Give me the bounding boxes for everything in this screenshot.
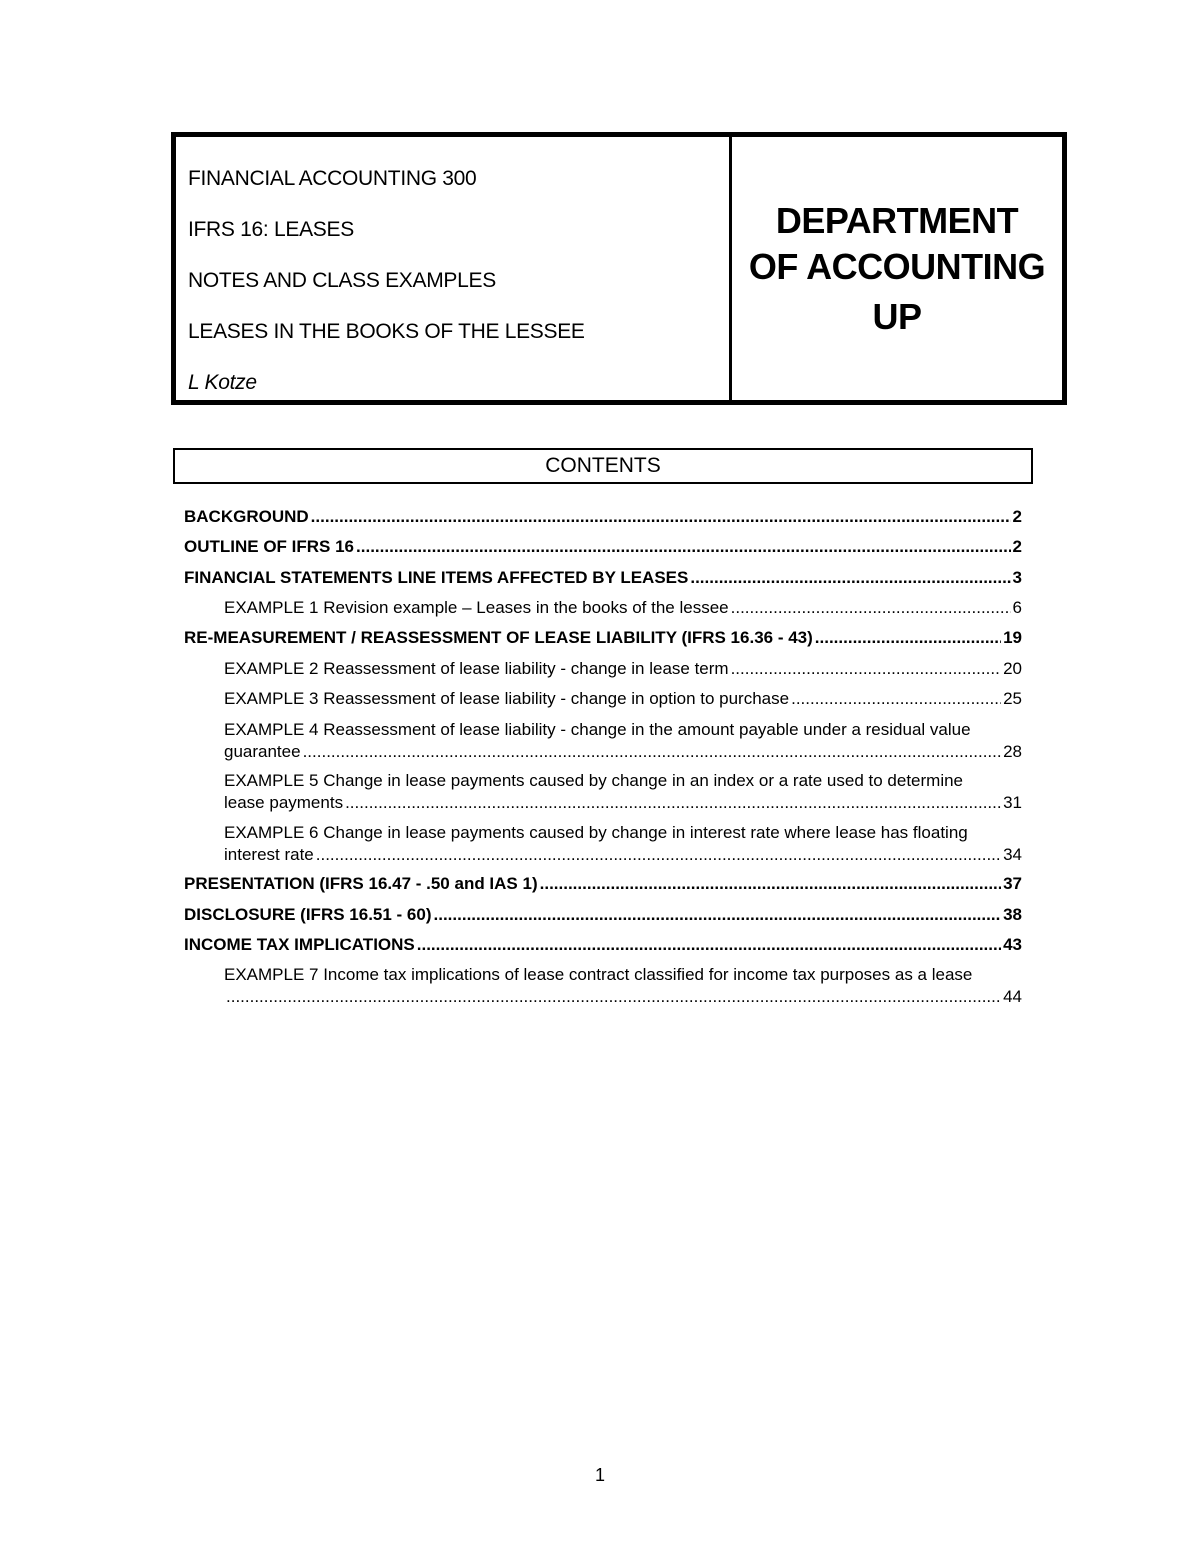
toc-entry[interactable] [184, 506, 1022, 528]
toc-entry-title: lease payments [224, 793, 344, 812]
course-title: FINANCIAL ACCOUNTING 300 [188, 167, 477, 190]
toc-entry[interactable] [184, 770, 1022, 814]
toc-entry-title: EXAMPLE 3 Reassessment of lease liability - change in option to purchase [224, 689, 790, 708]
toc-entry-title: RE-MEASUREMENT / REASSESSMENT OF LEASE LIABILITY (IFRS 16.36 - 43) [184, 628, 813, 647]
dot-leader [303, 741, 1002, 763]
toc-row [184, 536, 1022, 558]
dot-leader [540, 873, 1001, 895]
dot-leader [815, 627, 1001, 649]
toc-entry[interactable] [184, 934, 1022, 956]
title-block-left [176, 137, 732, 400]
title-block [171, 132, 1067, 405]
toc-page-number: 2 [1012, 507, 1022, 526]
toc-entry[interactable] [184, 873, 1022, 895]
toc-entry[interactable] [184, 536, 1022, 558]
dot-leader [311, 506, 1011, 528]
dot-leader [417, 934, 1001, 956]
toc-entry-title-line: EXAMPLE 4 Reassessment of lease liability - change in the amount payable under a residual value [224, 720, 971, 739]
toc-entry[interactable] [184, 567, 1022, 589]
toc-page-number: 34 [1003, 845, 1022, 864]
toc-entry-title-line: EXAMPLE 6 Change in lease payments caused by change in interest rate where lease has floating [224, 823, 968, 842]
dot-leader [316, 844, 1001, 866]
toc-entry-title: BACKGROUND [184, 507, 309, 526]
toc-page-number: 44 [1003, 987, 1022, 1006]
toc-entry[interactable] [184, 627, 1022, 649]
toc-page-number: 31 [1003, 793, 1022, 812]
toc-page-number: 19 [1003, 628, 1022, 647]
dot-leader [434, 904, 1002, 926]
toc-entry-title-line: EXAMPLE 7 Income tax implications of lease contract classified for income tax purposes as a lease [224, 965, 973, 984]
toc-page-number: 43 [1003, 935, 1022, 954]
toc-row [184, 597, 1022, 619]
toc-page-number: 2 [1012, 537, 1022, 556]
toc-entry-title: OUTLINE OF IFRS 16 [184, 537, 355, 556]
toc-entry[interactable] [184, 964, 1022, 1008]
toc-entry-title: INCOME TAX IMPLICATIONS [184, 935, 415, 954]
toc-entry-title: EXAMPLE 2 Reassessment of lease liability - change in lease term [224, 659, 729, 678]
dot-leader [356, 536, 1011, 558]
toc-entry-title: interest rate [224, 845, 314, 864]
toc-page-number: 38 [1003, 905, 1022, 924]
toc-row [184, 658, 1022, 680]
toc-row [184, 688, 1022, 710]
dot-leader [690, 567, 1010, 589]
toc-row [184, 792, 1022, 814]
department-line-2: OF ACCOUNTING [748, 246, 1046, 287]
toc-page-number: 28 [1003, 742, 1022, 761]
toc-page-number: 37 [1003, 874, 1022, 893]
dot-leader [731, 658, 1002, 680]
toc-row [184, 904, 1022, 926]
contents-heading: CONTENTS [173, 448, 1033, 484]
lessee-subtitle: LEASES IN THE BOOKS OF THE LESSEE [188, 320, 585, 343]
toc-page-number: 3 [1012, 568, 1022, 587]
toc-entry[interactable] [184, 719, 1022, 763]
department-line-3: UP [872, 296, 922, 337]
dot-leader [731, 597, 1011, 619]
toc-entry-title: FINANCIAL STATEMENTS LINE ITEMS AFFECTED BY LEASES [184, 568, 689, 587]
toc-row [184, 741, 1022, 763]
toc-row [184, 934, 1022, 956]
toc-page-number: 20 [1003, 659, 1022, 678]
toc-row [184, 986, 1022, 1008]
toc-entry[interactable] [184, 822, 1022, 866]
toc-entry[interactable] [184, 904, 1022, 926]
author-name: L Kotze [188, 371, 257, 394]
dot-leader [226, 986, 1001, 1008]
toc-entry-title: DISCLOSURE (IFRS 16.51 - 60) [184, 905, 432, 924]
toc-entry-title-line: EXAMPLE 5 Change in lease payments caused by change in an index or a rate used to determine [224, 771, 964, 790]
department-block [732, 137, 1062, 400]
toc-entry-title: EXAMPLE 1 Revision example – Leases in the books of the lessee [224, 598, 729, 617]
toc-entry[interactable] [184, 658, 1022, 680]
toc-page-number: 25 [1003, 689, 1022, 708]
notes-title: NOTES AND CLASS EXAMPLES [188, 269, 496, 292]
toc-entry-title: PRESENTATION (IFRS 16.47 - .50 and IAS 1) [184, 874, 538, 893]
dot-leader [345, 792, 1001, 814]
dot-leader [791, 688, 1001, 710]
toc-entry-title: guarantee [224, 742, 301, 761]
toc-row [184, 506, 1022, 528]
toc-row [184, 567, 1022, 589]
toc-entry[interactable] [184, 597, 1022, 619]
toc-entry[interactable] [184, 688, 1022, 710]
department-line-1: DEPARTMENT [775, 200, 1019, 241]
toc-page-number: 6 [1012, 598, 1022, 617]
toc-row [184, 627, 1022, 649]
page-number: 1 [594, 1465, 605, 1485]
topic-title: IFRS 16: LEASES [188, 218, 354, 241]
toc-row [184, 844, 1022, 866]
toc-row [184, 873, 1022, 895]
